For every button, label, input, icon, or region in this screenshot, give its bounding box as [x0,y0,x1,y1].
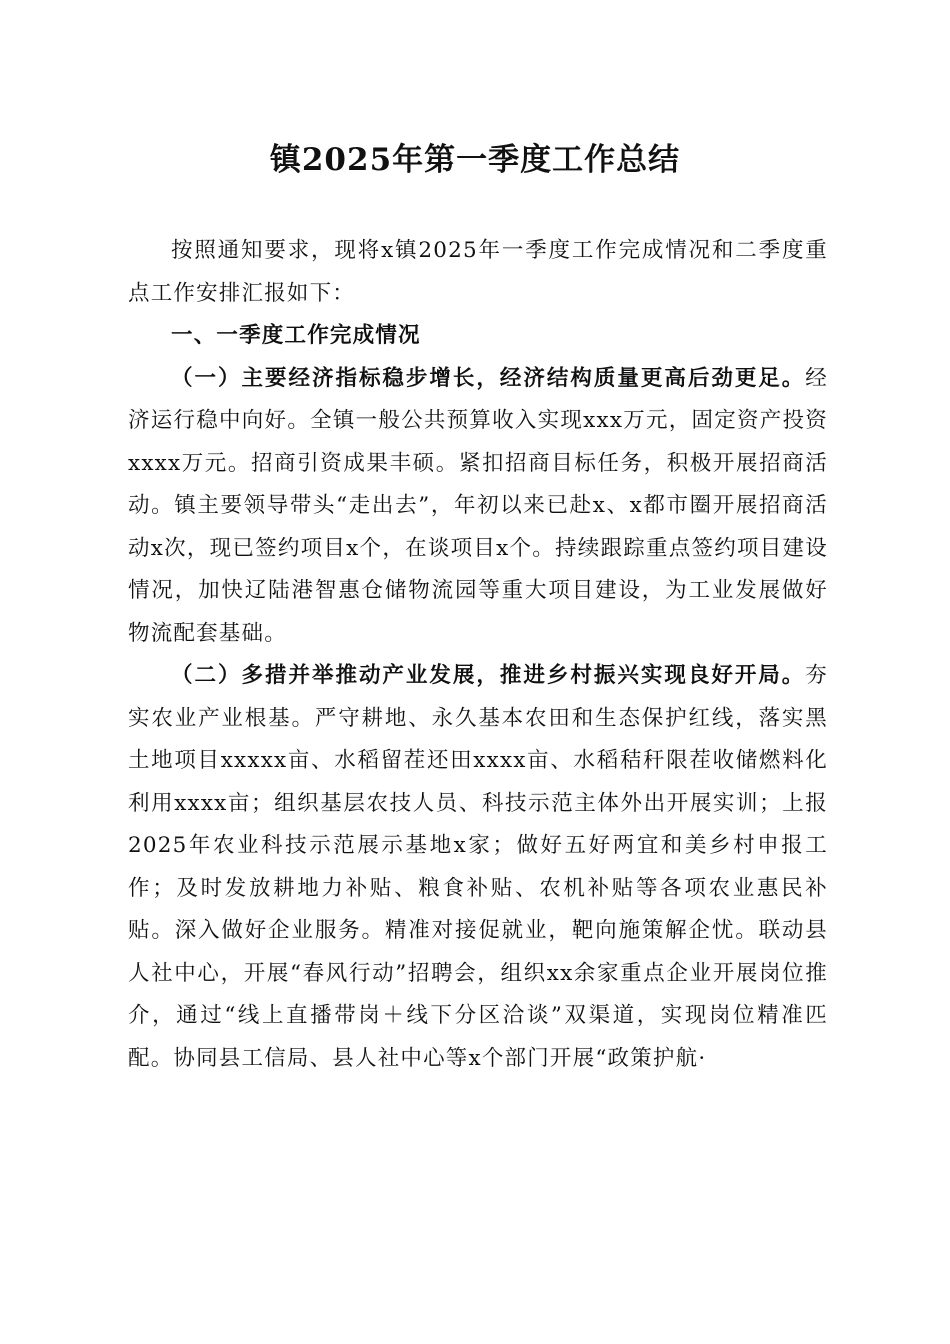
item-1-lead: （一）主要经济指标稳步增长，经济结构质量更高后劲更足。 [171,365,806,391]
section-heading-1: 一、一季度工作完成情况 [171,323,421,348]
document-body [128,230,828,1080]
paragraph-item-2 [128,655,828,1080]
intro-paragraph: 按照通知要求，现将x镇2025年一季度工作完成情况和二季度重点工作安排汇报如下： [128,238,828,306]
item-2-body: 夯实农业产业根基。严守耕地、永久基本农田和生态保护红线，落实黑土地项目xxxxx亩、水稻留茬还田xxxx亩、水稻秸秆限茬收储燃料化利用xxxx亩；组织基层农技人员、科技示范主体外出开展实训；上报2025年农业科技示范展示基地x家；做好五好两宜和美乡村申报工作；及时发放耕地力补贴、粮食补贴、农机补贴等各项农业惠民补贴。深入做好企业服务。精准对接促就业，靶向施策解企忧。联动县人社中心，开展“春风行动”招聘会，组织xx余家重点企业开展岗位推介，通过“线上直播带岗＋线下分区洽谈”双渠道，实现岗位精准匹配。协同县工信局、县人社中心等x个部门开展“政策护航· [128,663,828,1071]
item-2-lead: （二）多措并举推动产业发展，推进乡村振兴实现良好开局。 [171,663,806,688]
item-1-body: 经济运行稳中向好。全镇一般公共预算收入实现xxx万元，固定资产投资xxxx万元。招商引资成果丰硕。紧扣招商目标任务，积极开展招商活动。镇主要领导带头“走出去”，年初以来已赴x、x都市圈开展招商活动x次，现已签约项目x个，在谈项目x个。持续跟踪重点签约项目建设情况，加快辽陆港智惠仓储物流园等重大项目建设，为工业发展做好物流配套基础。 [128,365,828,646]
document-title: 镇2025年第一季度工作总结 [269,142,681,178]
paragraph-item-1 [128,358,828,656]
